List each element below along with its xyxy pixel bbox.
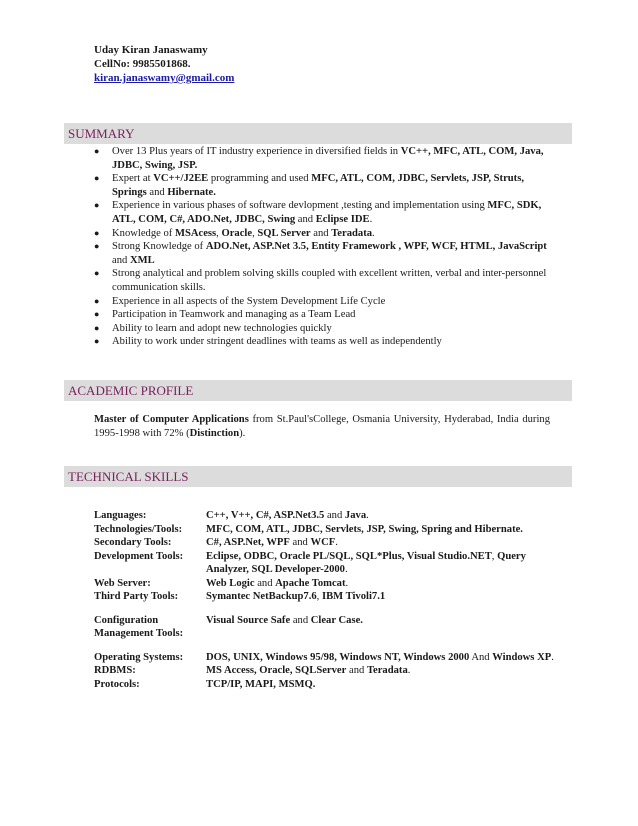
skill-value [206, 509, 554, 523]
text-run: programming and used [208, 173, 312, 185]
bold-text: ADO.Net, ASP.Net 3.5, Entity Framework , WPF, WCF, HTML, JavaScript [205, 241, 547, 253]
email-link[interactable]: kiran.janaswamy@gmail.com [94, 72, 235, 84]
text-run: and [295, 213, 316, 225]
text-run: , [252, 227, 258, 239]
bold-text: Apache Tomcat [275, 577, 346, 589]
summary-item [94, 172, 554, 199]
summary-item [94, 227, 554, 241]
text-run: . [345, 577, 349, 589]
bold-text: C#, ASP.Net, WPF [206, 537, 290, 548]
skill-label: Configuration Management Tools: [94, 614, 184, 639]
bold-text: MFC, SDK, ATL, COM, C#, ADO.Net, JDBC, Swing [112, 200, 542, 225]
text-run: Experience in various phases of software devlopment ,testing and implementation using [112, 200, 488, 212]
bold-text: Windows XP [492, 651, 552, 663]
text-run: , [316, 591, 322, 602]
bold-text: VC++, MFC, ATL, COM, Java, JDBC, Swing, JSP. [112, 146, 544, 171]
skill-label: RDBMS: [94, 665, 136, 676]
bold-text: MFC, ATL, COM, JDBC, Servlets, JSP, Struts, Springs [112, 173, 524, 198]
text-run: . [372, 227, 375, 239]
text-run: Ability to learn and adopt new technologies quickly [112, 322, 332, 334]
skill-row [94, 523, 554, 537]
text-run: . [407, 665, 411, 676]
skill-label: Protocols: [94, 678, 140, 690]
bold-text: Clear Case. [310, 614, 363, 626]
skill-label: Secondary Tools: [94, 537, 172, 548]
text-run: Over 13 Plus years of IT industry experience in diversified fields in [112, 146, 401, 157]
summary-item [94, 267, 554, 294]
bold-text: Teradata [331, 227, 373, 239]
summary-item [94, 240, 554, 267]
skill-row [94, 651, 554, 665]
skill-value [206, 590, 554, 604]
bullet-icon: ● [94, 309, 100, 320]
bullet-icon: ● [94, 227, 100, 238]
skill-label: Technologies/Tools: [94, 523, 183, 535]
summary-heading: SUMMARY [64, 123, 572, 144]
text-run: Strong analytical and problem solving skills coupled with excellent written, verbal and inter-personnel communication skills. [112, 268, 547, 293]
text-run: , [491, 550, 498, 562]
bold-text: MS Access, Oracle, SQLServer [206, 665, 347, 676]
bullet-icon: ● [94, 295, 100, 306]
text-run: and [254, 577, 276, 589]
skill-row [94, 536, 554, 550]
text-run: Expert at [112, 173, 154, 185]
text-run: and [290, 614, 311, 626]
bold-text: MSAcess [174, 227, 217, 239]
text-run: . [344, 564, 348, 575]
candidate-name: Uday Kiran Janaswamy [94, 44, 208, 56]
bold-text: IBM Tivoli7.1 [321, 591, 386, 602]
skill-value [206, 536, 554, 550]
skill-label: Development Tools: [94, 550, 184, 562]
text-run: . [551, 651, 554, 663]
skill-row [94, 590, 554, 604]
summary-list [94, 145, 554, 349]
text-run: ). [239, 428, 246, 439]
skill-value [206, 651, 554, 665]
skill-row [94, 550, 554, 577]
skill-row [94, 664, 554, 678]
contact-header [94, 43, 234, 85]
summary-item [94, 335, 554, 349]
text-run: and [310, 227, 332, 239]
summary-item [94, 145, 554, 172]
text-run: Participation in Teamwork and managing as a Team Lead [112, 309, 356, 321]
bold-text: WCF [310, 537, 336, 548]
skill-label: Web Server: [94, 577, 151, 589]
bold-text: Eclipse IDE [315, 213, 370, 225]
bold-text: SQL Server [257, 227, 311, 239]
text-run: and [289, 537, 311, 548]
cell-number: CellNo: 9985501868. [94, 58, 191, 70]
technical-heading: TECHNICAL SKILLS [64, 466, 572, 487]
text-run: from St.Paul'sCollege, Osmania University, Hyderabad, India during 1995-1998 with 72% ( [94, 414, 550, 439]
bullet-icon: ● [94, 322, 100, 333]
bold-text: Symantec NetBackup7.6 [206, 591, 317, 602]
text-run: and [346, 665, 367, 676]
text-run: and [146, 186, 168, 198]
bold-text: TCP/IP, MAPI, MSMQ. [206, 678, 316, 690]
bold-text: Java [344, 510, 367, 521]
bullet-icon: ● [94, 200, 100, 211]
academic-profile-text [94, 413, 550, 441]
skill-row [94, 509, 554, 523]
bullet-icon: ● [94, 146, 100, 156]
text-run: Knowledge of [112, 227, 175, 239]
skill-row [94, 577, 554, 591]
bullet-icon: ● [94, 268, 100, 279]
text-run: , [216, 227, 222, 239]
text-run: . [335, 537, 338, 548]
bold-text: Visual Source Safe [206, 614, 291, 626]
text-run: Ability to work under stringent deadlines with teams as well as independently [112, 336, 442, 348]
bullet-icon: ● [94, 241, 100, 252]
bold-text: Hibernate. [167, 186, 216, 198]
bullet-icon: ● [94, 173, 100, 184]
skill-label: Languages: [94, 510, 147, 521]
skill-value [206, 614, 554, 641]
summary-item [94, 308, 554, 322]
skill-row [94, 614, 554, 641]
bold-text: Eclipse, ODBC, Oracle PL/SQL, SQL*Plus, Visual Studio.NET [206, 550, 492, 562]
bold-text: DOS, UNIX, Windows 95/98, Windows NT, Windows 2000 [206, 651, 470, 663]
bullet-icon: ● [94, 336, 100, 347]
bold-text: VC++/J2EE [153, 173, 209, 185]
skill-value [206, 678, 554, 692]
bold-text: Web Logic [206, 577, 255, 589]
skill-value [206, 523, 554, 537]
skill-label: Third Party Tools: [94, 591, 179, 602]
spacer-row [94, 641, 554, 651]
text-run: And [469, 651, 493, 663]
skill-value [206, 577, 554, 591]
bold-text: MFC, COM, ATL, JDBC, Servlets, JSP, Swing, Spring and Hibernate. [206, 523, 523, 535]
technical-skills-table [94, 509, 554, 691]
spacer-row [94, 604, 554, 614]
skill-row [94, 678, 554, 692]
academic-heading: ACADEMIC PROFILE [64, 380, 572, 401]
bold-text: Query Analyzer, SQL Developer-2000 [206, 550, 526, 575]
bold-text: C++, V++, C#, ASP.Net3.5 [206, 510, 325, 521]
bold-text: Distinction [189, 428, 240, 439]
bold-text: Oracle [221, 227, 253, 239]
text-run: . [366, 510, 369, 521]
text-run: and [324, 510, 345, 521]
text-run: Strong Knowledge of [112, 241, 206, 253]
summary-item [94, 295, 554, 309]
skill-value [206, 550, 554, 577]
text-run: Experience in all aspects of the System Development Life Cycle [112, 295, 386, 307]
bold-text: Master of Computer Applications [94, 414, 249, 425]
bold-text: Teradata [366, 665, 408, 676]
skill-label: Operating Systems: [94, 651, 184, 663]
skill-value [206, 664, 554, 678]
bold-text: XML [129, 254, 155, 266]
summary-item [94, 322, 554, 336]
text-run: . [369, 213, 373, 225]
summary-item [94, 199, 554, 226]
text-run: and [112, 254, 130, 266]
